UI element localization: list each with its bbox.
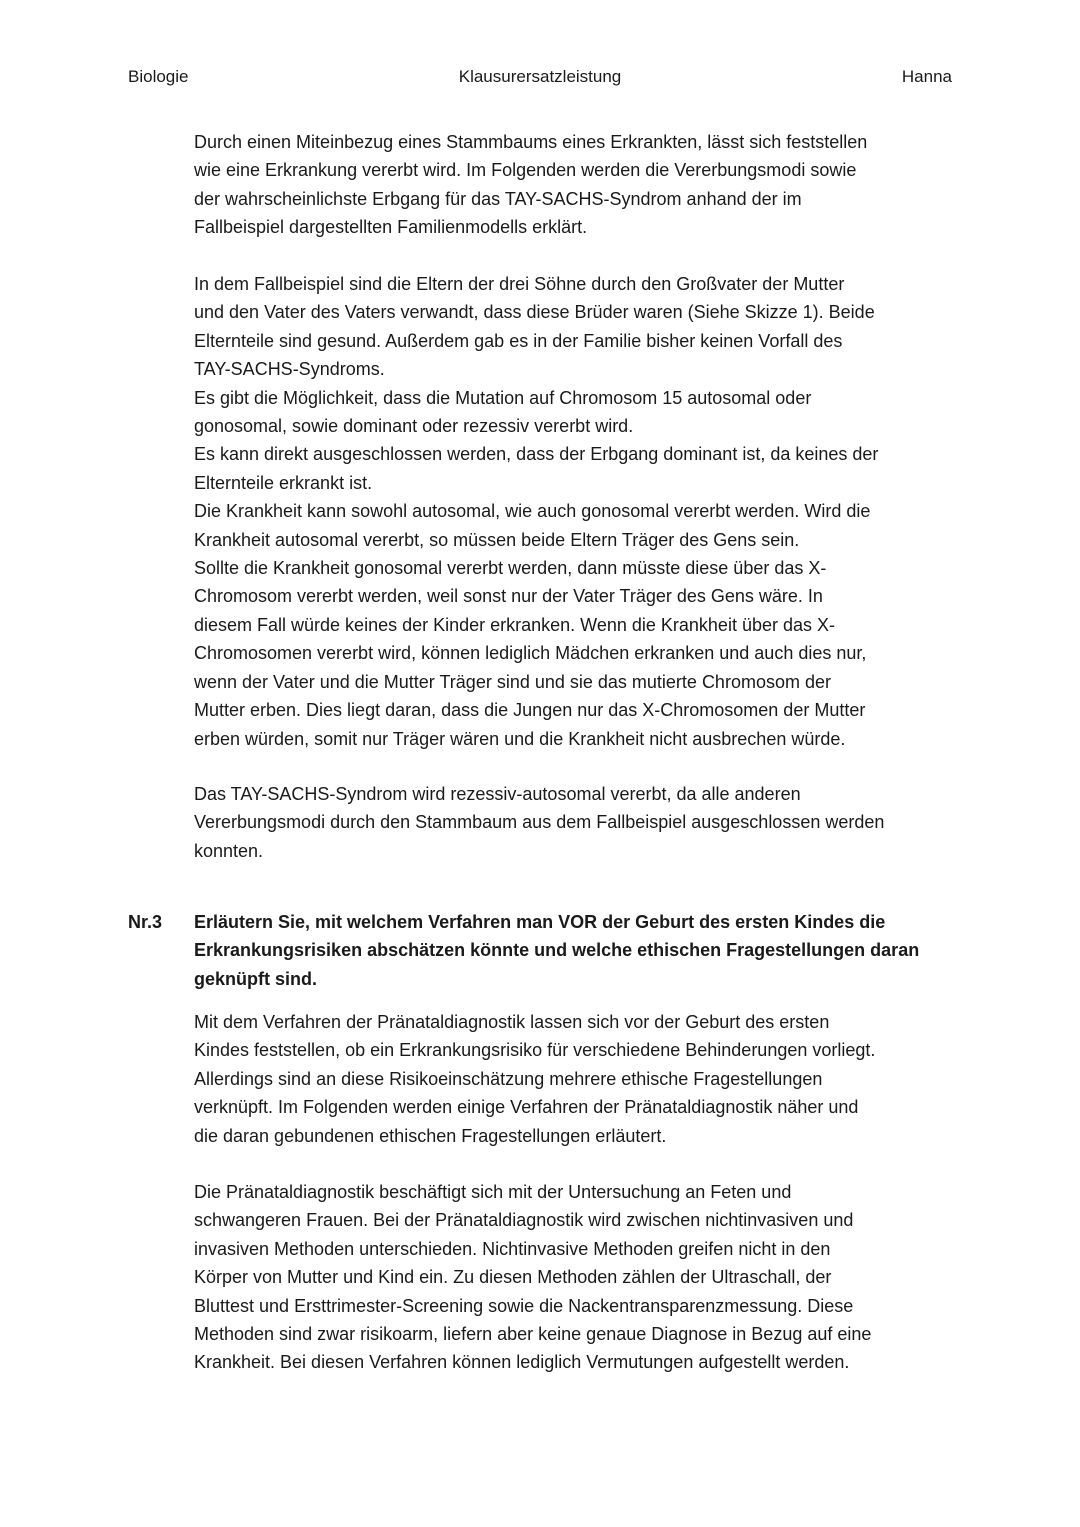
text-line: Die Pränataldiagnostik beschäftigt sich mit der Untersuchung an Feten und — [194, 1182, 792, 1202]
text-line: schwangeren Frauen. Bei der Pränataldiagnostik wird zwischen nichtinvasiven und — [194, 1210, 854, 1231]
text-line: invasiven Methoden unterschieden. Nichtinvasive Methoden greifen nicht in den — [194, 1238, 831, 1259]
question-number: Nr.3 — [128, 912, 163, 932]
text-line: Mit dem Verfahren der Pränataldiagnostik lassen sich vor der Geburt des ersten — [194, 1012, 830, 1032]
header-title: Klausurersatzleistung — [458, 67, 622, 86]
paragraph-conclusion — [194, 780, 959, 865]
text-line: Bluttest und Ersttrimester-Screening sowie die Nackentransparenzmessung. Diese — [194, 1295, 854, 1316]
text-line: Elternteile sind gesund. Außerdem gab es in der Familie bisher keinen Vorfall des — [194, 330, 843, 351]
text-line: Durch einen Miteinbezug eines Stammbaums eines Erkrankten, lässt sich feststellen — [194, 132, 868, 152]
text-line: Sollte die Krankheit gonosomal vererbt werden, dann müsste diese über das X- — [194, 558, 827, 579]
header-subject: Biologie — [128, 67, 189, 86]
text-line: Erkrankungsrisiken abschätzen könnte und welche ethischen Fragestellungen daran — [194, 940, 920, 961]
text-line: gonosomal, sowie dominant oder rezessiv vererbt wird. — [194, 416, 634, 437]
text-line: Elternteile erkrankt ist. — [194, 472, 373, 493]
text-line: Vererbungsmodi durch den Stammbaum aus dem Fallbeispiel ausgeschlossen werden — [194, 812, 885, 833]
answer-intro — [194, 1008, 959, 1150]
text-line: Das TAY-SACHS-Syndrom wird rezessiv-autosomal vererbt, da alle anderen — [194, 784, 801, 804]
text-line: Es gibt die Möglichkeit, dass die Mutation auf Chromosom 15 autosomal oder — [194, 387, 812, 408]
text-line: und den Vater des Vaters verwandt, dass diese Brüder waren (Siehe Skizze 1). Beide — [194, 302, 875, 323]
text-line: erben würden, somit nur Träger wären und die Krankheit nicht ausbrechen würde. — [194, 728, 846, 749]
text-line: geknüpft sind. — [194, 968, 317, 989]
text-line: die daran gebundenen ethischen Fragestellungen erläutert. — [194, 1125, 667, 1146]
text-line: Kindes feststellen, ob ein Erkrankungsrisiko für verschiedene Behinderungen vorliegt. — [194, 1040, 876, 1061]
text-line: In dem Fallbeispiel sind die Eltern der drei Söhne durch den Großvater der Mutter — [194, 274, 845, 294]
page-header — [128, 66, 952, 88]
text-line: Chromosom vererbt werden, weil sonst nur der Vater Träger des Gens wäre. In — [194, 586, 823, 607]
text-line: Chromosomen vererbt wird, können lediglich Mädchen erkranken und auch dies nur, — [194, 643, 867, 664]
text-line: Allerdings sind an diese Risikoeinschätzung mehrere ethische Fragestellungen — [194, 1068, 823, 1089]
answer-body — [194, 1178, 959, 1377]
text-line: Krankheit. Bei diesen Verfahren können lediglich Vermutungen aufgestellt werden. — [194, 1352, 850, 1373]
question-prompt — [194, 908, 959, 993]
paragraph-intro — [194, 128, 959, 242]
text-line: wenn der Vater und die Mutter Träger sind und sie das mutierte Chromosom der — [194, 671, 831, 692]
text-line: TAY-SACHS-Syndroms. — [194, 359, 385, 380]
text-line: Methoden sind zwar risikoarm, liefern aber keine genaue Diagnose in Bezug auf eine — [194, 1324, 872, 1345]
text-line: Die Krankheit kann sowohl autosomal, wie auch gonosomal vererbt werden. Wird die — [194, 501, 871, 522]
paragraph-main — [194, 270, 959, 753]
text-line: der wahrscheinlichste Erbgang für das TAY-SACHS-Syndrom anhand der im — [194, 188, 802, 209]
text-line: verknüpft. Im Folgenden werden einige Verfahren der Pränataldiagnostik näher und — [194, 1097, 859, 1118]
text-line: Erläutern Sie, mit welchem Verfahren man VOR der Geburt des ersten Kindes die — [194, 912, 886, 932]
text-line: Krankheit autosomal vererbt, so müssen beide Eltern Träger des Gens sein. — [194, 529, 800, 550]
text-line: Fallbeispiel dargestellten Familienmodells erklärt. — [194, 217, 588, 238]
text-line: Mutter erben. Dies liegt daran, dass die Jungen nur das X-Chromosomen der Mutter — [194, 700, 866, 721]
header-author: Hanna — [901, 67, 952, 86]
text-line: Körper von Mutter und Kind ein. Zu diesen Methoden zählen der Ultraschall, der — [194, 1267, 832, 1288]
text-line: diesem Fall würde keines der Kinder erkranken. Wenn die Krankheit über das X- — [194, 614, 835, 635]
text-line: wie eine Erkrankung vererbt wird. Im Folgenden werden die Vererbungsmodi sowie — [194, 160, 857, 181]
text-line: konnten. — [194, 840, 264, 861]
text-line: Es kann direkt ausgeschlossen werden, dass der Erbgang dominant ist, da keines der — [194, 444, 879, 465]
